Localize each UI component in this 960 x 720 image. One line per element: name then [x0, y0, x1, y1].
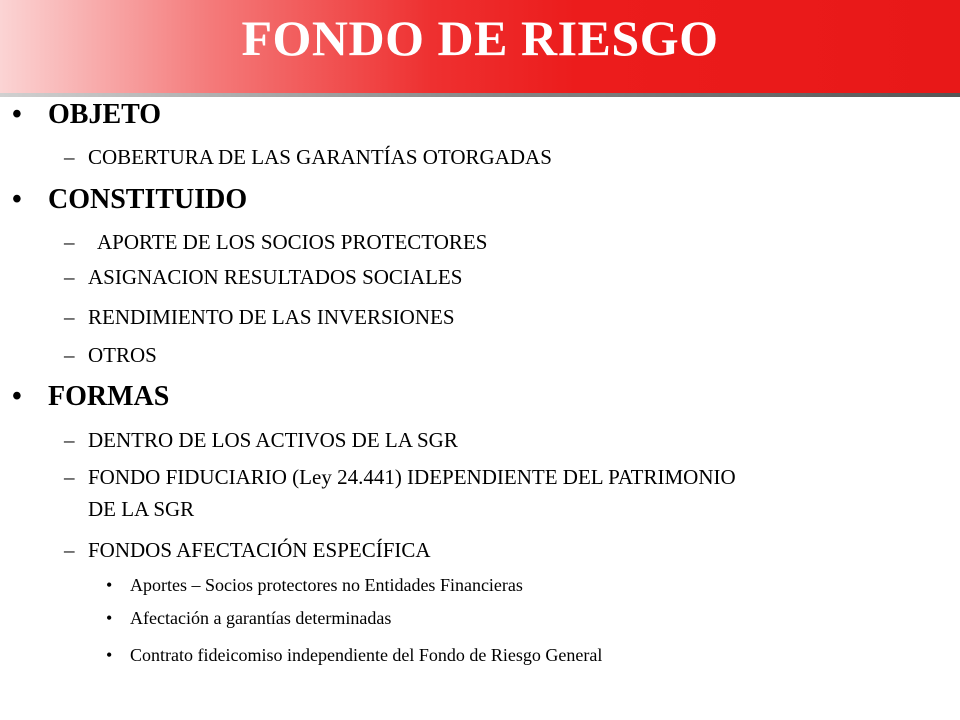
- dash-marker: –: [64, 230, 75, 254]
- bullet-dot: •: [106, 608, 113, 628]
- section-heading: CONSTITUIDO: [48, 184, 248, 215]
- dash-marker: –: [64, 465, 75, 489]
- list-item-text: RENDIMIENTO DE LAS INVERSIONES: [88, 305, 455, 329]
- dash-marker: –: [64, 305, 75, 329]
- slide-title: FONDO DE RIESGO: [241, 10, 719, 66]
- title-bar-shadow: [0, 93, 960, 97]
- list-item-text: DENTRO DE LOS ACTIVOS DE LA SGR: [88, 428, 458, 452]
- sub-list-item-text: Afectación a garantías determinadas: [130, 608, 392, 628]
- list-item-text: FONDO FIDUCIARIO (Ley 24.441) IDEPENDIENTE DEL PATRIMONIO: [88, 465, 736, 489]
- list-item-text: ASIGNACION RESULTADOS SOCIALES: [88, 265, 463, 289]
- list-item-text: COBERTURA DE LAS GARANTÍAS OTORGADAS: [88, 145, 552, 169]
- bullet-dot: •: [106, 575, 113, 595]
- sub-list-item-text: Aportes – Socios protectores no Entidades Financieras: [130, 575, 523, 595]
- section-heading: FORMAS: [48, 381, 170, 412]
- dash-marker: –: [64, 428, 75, 452]
- bullet-dot: •: [12, 99, 22, 130]
- list-item-text: DE LA SGR: [88, 497, 195, 521]
- list-item-text: FONDOS AFECTACIÓN ESPECÍFICA: [88, 538, 431, 562]
- dash-marker: –: [64, 343, 75, 367]
- sub-list-item-text: Contrato fideicomiso independiente del Fondo de Riesgo General: [130, 645, 603, 665]
- list-item-text: OTROS: [88, 343, 157, 367]
- dash-marker: –: [64, 538, 75, 562]
- bullet-dot: •: [12, 381, 22, 412]
- dash-marker: –: [64, 145, 75, 169]
- bullet-dot: •: [106, 645, 113, 665]
- list-item-text: APORTE DE LOS SOCIOS PROTECTORES: [97, 230, 488, 254]
- section-heading: OBJETO: [48, 99, 162, 130]
- dash-marker: –: [64, 265, 75, 289]
- bullet-dot: •: [12, 184, 22, 215]
